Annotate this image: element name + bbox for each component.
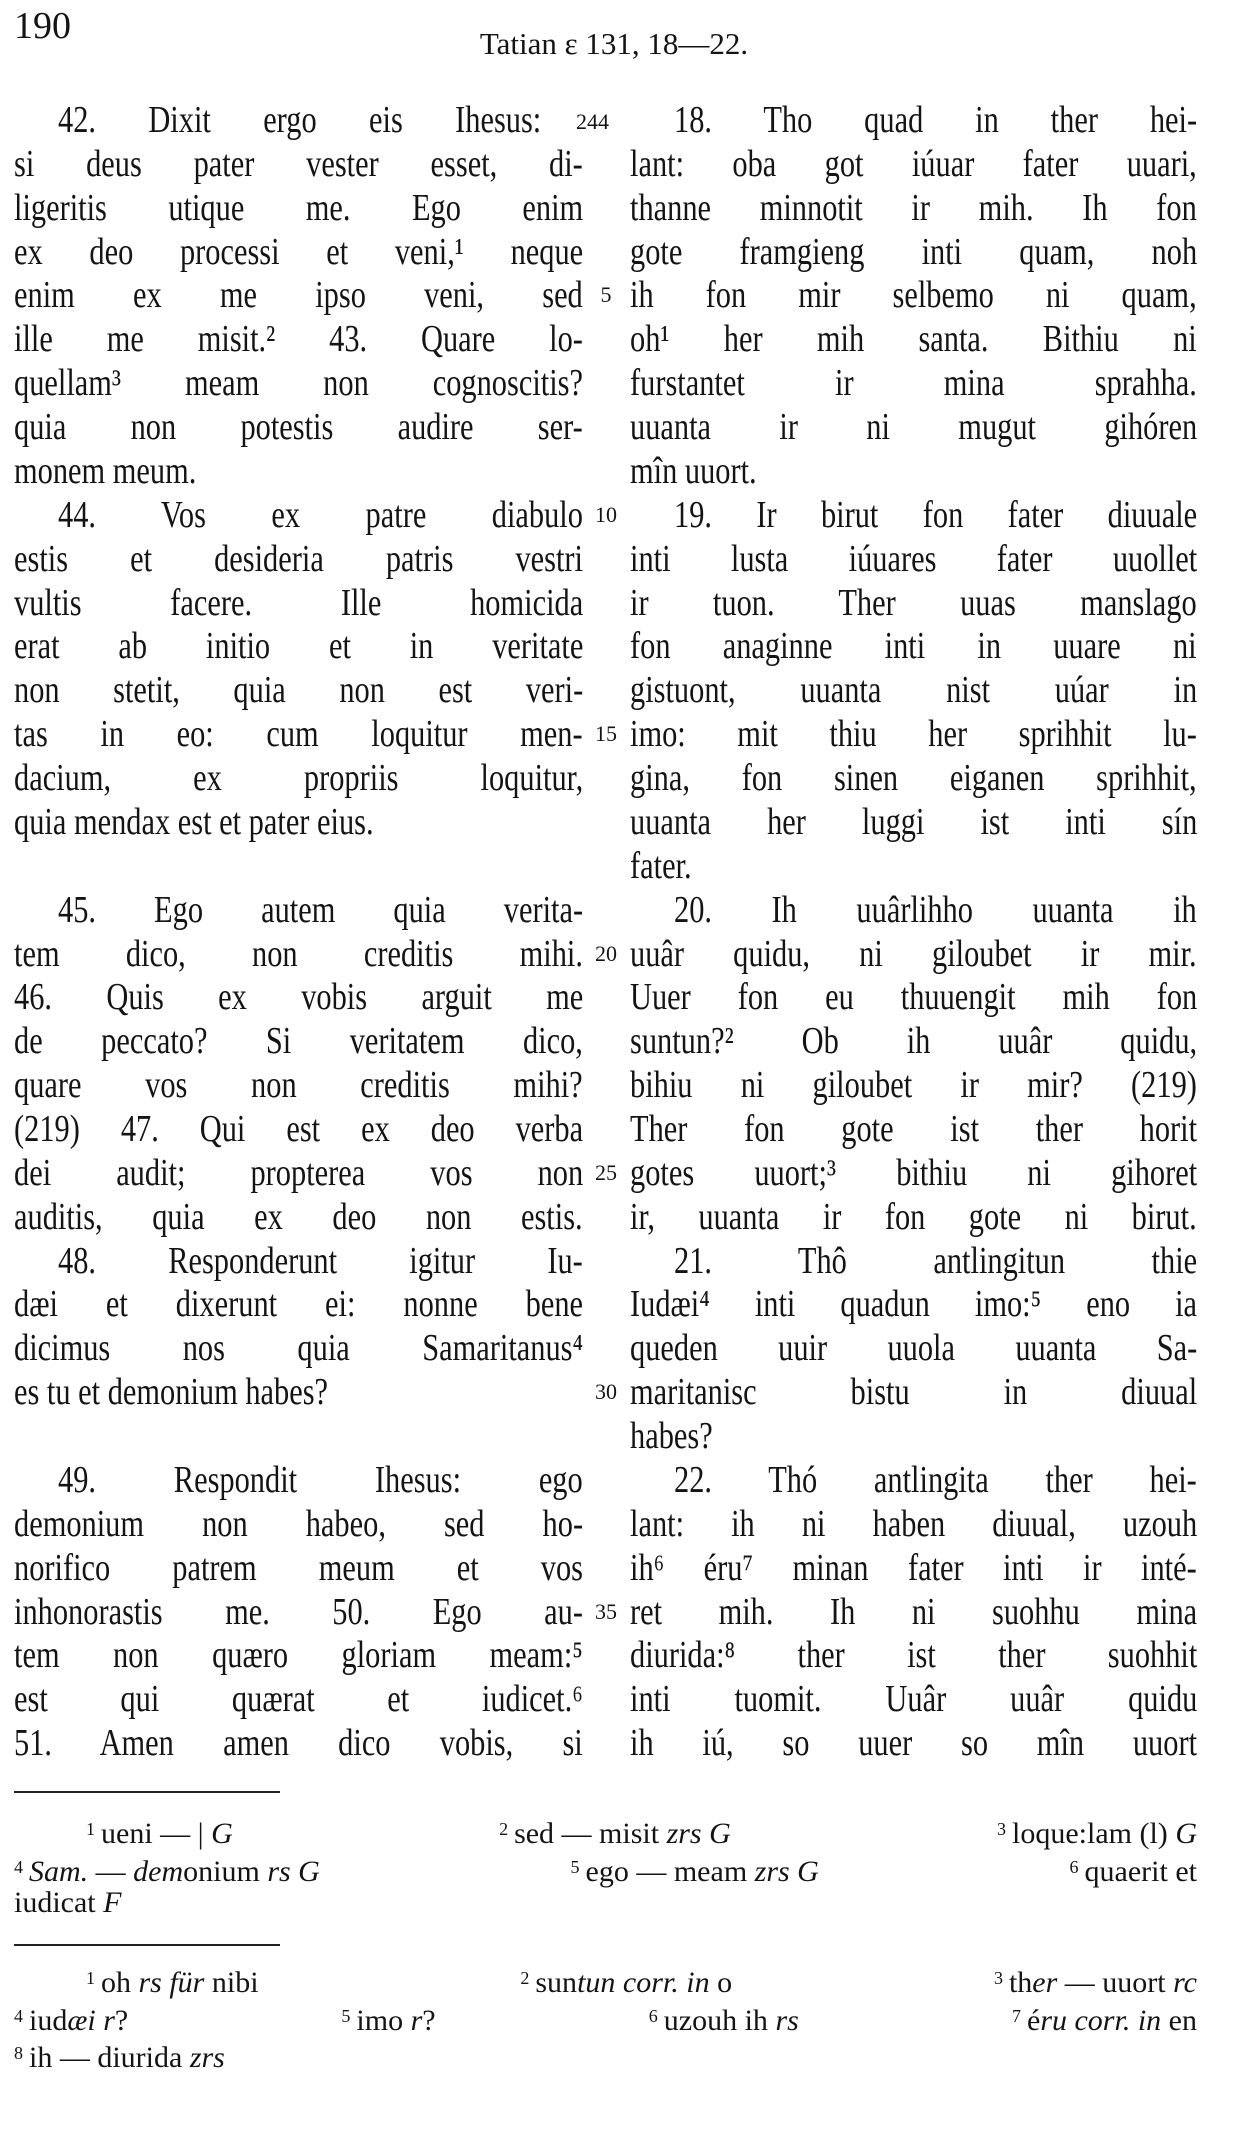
footnote-siglum: zrs G bbox=[666, 1817, 731, 1850]
line-text: Iudæi⁴ inti quadun imo:⁵ eno ia bbox=[630, 1283, 1198, 1326]
line-text: estis et desideria patris vestri bbox=[14, 537, 583, 580]
line-text: ir tuon. Ther uuas manslago bbox=[630, 581, 1197, 624]
german-text-line bbox=[630, 1633, 1197, 1677]
german-text-line bbox=[630, 230, 1197, 274]
footnote bbox=[520, 1959, 732, 1997]
line-text: furstantet ir mina sprahha. bbox=[630, 362, 1197, 405]
line-text: gotes uuort;³ bithiu ni gihoret bbox=[630, 1151, 1198, 1194]
line-text: dæi et dixerunt ei: nonne bene bbox=[14, 1283, 584, 1326]
line-text: 21. Thô antlingitun thie bbox=[674, 1239, 1198, 1282]
latin-text-line bbox=[14, 1370, 583, 1414]
line-text: ir, uuanta ir fon gote ni birut. bbox=[630, 1195, 1197, 1238]
footnote-siglum: r bbox=[410, 2004, 423, 2037]
footnote-text: iud bbox=[29, 2004, 68, 2037]
line-text: enim ex me ipso veni, sed bbox=[14, 274, 583, 317]
german-text-line bbox=[630, 712, 1197, 756]
footnote-siglum: æi bbox=[67, 2004, 96, 2037]
footnote-marker: 5 bbox=[341, 2006, 351, 2026]
footnote-marker: 2 bbox=[499, 1819, 509, 1839]
line-text: vultis facere. Ille homicida bbox=[14, 581, 584, 624]
german-text-line bbox=[630, 1502, 1197, 1546]
footnote-text: ego — meam bbox=[585, 1855, 755, 1888]
footnote-text bbox=[615, 1966, 623, 1999]
footnote-siglum: rc bbox=[1173, 1966, 1197, 1999]
german-text-line bbox=[630, 844, 1197, 888]
line-text: es tu et demonium habes? bbox=[14, 1371, 329, 1414]
german-text-line bbox=[674, 98, 1197, 142]
line-number: 20 bbox=[595, 940, 617, 966]
footnote-marker: 2 bbox=[520, 1968, 530, 1988]
latin-text-line bbox=[14, 1677, 583, 1721]
latin-text-line bbox=[14, 537, 583, 581]
line-text: Ther fon gote ist ther horit bbox=[630, 1108, 1198, 1150]
line-number: 5 bbox=[600, 282, 612, 308]
line-number: 25 bbox=[595, 1159, 617, 1185]
line-text: suntun?² Ob ih uuâr quidu, bbox=[630, 1020, 1198, 1063]
footnote-text: loque:lam (l) bbox=[1012, 1817, 1176, 1850]
line-text: dicimus nos quia Samaritanus⁴ bbox=[14, 1327, 584, 1370]
german-text-line bbox=[630, 405, 1197, 449]
line-text: tem non quæro gloriam meam:⁵ bbox=[14, 1634, 583, 1677]
german-text-line bbox=[630, 1414, 1197, 1458]
line-text: Uuer fon eu thuuengit mih fon bbox=[630, 976, 1198, 1019]
latin-text-line bbox=[14, 1063, 583, 1107]
line-text: tas in eo: cum loquitur men- bbox=[14, 713, 583, 756]
german-text-line bbox=[630, 1677, 1197, 1721]
footnote-text: — uuort bbox=[1057, 1966, 1174, 1999]
line-text: diurida:⁸ ther ist ther suohhit bbox=[630, 1634, 1198, 1677]
german-text-line bbox=[674, 1239, 1197, 1283]
footnote-marker: 4 bbox=[14, 1857, 23, 1877]
line-text: auditis, quia ex deo non estis. bbox=[14, 1195, 583, 1238]
footnote-marker: 5 bbox=[570, 1857, 580, 1877]
line-text: erat ab initio et in veritate bbox=[14, 625, 584, 668]
footnote bbox=[14, 2034, 225, 2072]
footnote bbox=[14, 1997, 128, 2035]
footnote-marker: 4 bbox=[14, 2006, 23, 2026]
line-text: fater. bbox=[630, 844, 692, 887]
footnote bbox=[997, 1810, 1197, 1848]
latin-text-line bbox=[14, 975, 583, 1019]
latin-text-line bbox=[14, 317, 583, 361]
footnote bbox=[341, 1997, 435, 2035]
line-text: dei audit; propterea vos non bbox=[14, 1151, 584, 1194]
line-text: maritanisc bistu in diuual bbox=[630, 1371, 1198, 1414]
line-text: si deus pater vester esset, di- bbox=[14, 142, 583, 185]
line-text: uuâr quidu, ni giloubet ir mir. bbox=[630, 932, 1197, 975]
line-number: 30 bbox=[595, 1379, 617, 1405]
line-text: ih iú, so uuer so mîn uuort bbox=[630, 1722, 1198, 1765]
line-text: 51. Amen amen dico vobis, si bbox=[14, 1722, 583, 1765]
footnote-text: sun bbox=[535, 1966, 578, 1999]
footnote-siglum: zrs bbox=[189, 2041, 225, 2074]
line-text: ille me misit.² 43. Quare lo- bbox=[14, 318, 583, 361]
footnote-rule-latin bbox=[14, 1791, 280, 1793]
german-text-line bbox=[630, 537, 1197, 581]
latin-text-line bbox=[14, 449, 583, 493]
latin-text-line bbox=[58, 98, 541, 142]
footnote-text: onium bbox=[183, 1855, 268, 1888]
german-text-line bbox=[630, 1721, 1197, 1765]
footnote-text: — bbox=[88, 1855, 134, 1888]
margin-reference: 244 bbox=[576, 109, 609, 134]
latin-text-line bbox=[14, 142, 583, 186]
footnote bbox=[1012, 1997, 1197, 2035]
german-text-line bbox=[630, 1019, 1197, 1063]
line-text: lant: ih ni haben diuual, uzouh bbox=[630, 1502, 1198, 1545]
footnote-text: nibi bbox=[204, 1966, 259, 1999]
footnote-siglum: rs G bbox=[267, 1855, 320, 1888]
footnote-marker: 6 bbox=[1069, 1857, 1079, 1877]
footnote-text: th bbox=[1008, 1966, 1033, 1999]
line-text: 42. Dixit ergo eis Ihesus: bbox=[58, 99, 542, 141]
line-text: 48. Responderunt igitur Iu- bbox=[58, 1239, 583, 1282]
latin-text-line bbox=[14, 1151, 583, 1195]
line-text: mîn uuort. bbox=[630, 449, 757, 492]
line-text: (219) 47. Qui est ex deo verba bbox=[14, 1108, 584, 1150]
german-text-line bbox=[630, 1063, 1197, 1107]
footnote-siglum: r bbox=[103, 2004, 115, 2037]
german-text-line bbox=[630, 800, 1197, 844]
german-text-line bbox=[630, 1151, 1197, 1195]
german-text-line bbox=[674, 493, 1197, 537]
footnote-text: quaerit et bbox=[1084, 1855, 1197, 1888]
latin-text-line bbox=[58, 493, 583, 537]
latin-text-line bbox=[14, 668, 583, 712]
latin-text-line bbox=[14, 1590, 583, 1634]
latin-text-line bbox=[14, 1546, 583, 1590]
line-text: oh¹ her mih santa. Bithiu ni bbox=[630, 318, 1197, 361]
footnote bbox=[571, 1848, 819, 1886]
latin-text-line bbox=[14, 1019, 583, 1063]
line-text: demonium non habeo, sed ho- bbox=[14, 1502, 584, 1545]
german-text-line bbox=[630, 975, 1197, 1019]
line-text: thanne minnotit ir mih. Ih fon bbox=[630, 186, 1197, 229]
footnote-marker: 6 bbox=[648, 2006, 658, 2026]
german-text-line bbox=[630, 361, 1197, 405]
line-text: gistuont, uuanta nist uúar in bbox=[630, 669, 1198, 712]
footnote-text: uzouh ih bbox=[663, 2004, 776, 2037]
latin-text-line bbox=[14, 273, 583, 317]
footnote-line bbox=[14, 1884, 1197, 1922]
german-text-line bbox=[630, 1370, 1197, 1414]
line-text: fon anaginne inti in uuare ni bbox=[630, 625, 1197, 668]
footnote-siglum: ru corr. in bbox=[1040, 2004, 1162, 2037]
line-text: inhonorastis me. 50. Ego au- bbox=[14, 1590, 583, 1633]
footnote-siglum: zrs G bbox=[754, 1855, 819, 1888]
line-text: uuanta her luggi ist inti sín bbox=[630, 800, 1198, 843]
latin-text-line bbox=[14, 712, 583, 756]
footnote-text: sed — misit bbox=[514, 1817, 667, 1850]
footnote-line bbox=[14, 1997, 1197, 2035]
german-text-line bbox=[630, 668, 1197, 712]
line-text: 49. Respondit Ihesus: ego bbox=[58, 1458, 583, 1501]
footnote-text: ueni — | bbox=[101, 1817, 212, 1850]
german-text-line bbox=[630, 273, 1197, 317]
line-text: 44. Vos ex patre diabulo bbox=[58, 493, 583, 536]
footnote-siglum: corr. in bbox=[622, 1966, 710, 1999]
line-text: lant: oba got iúuar fater uuari, bbox=[630, 142, 1197, 185]
footnote-text: ? bbox=[114, 2004, 129, 2037]
latin-text-line bbox=[58, 1239, 583, 1283]
footnote-marker: 8 bbox=[14, 2043, 23, 2063]
line-text: 46. Quis ex vobis arguit me bbox=[14, 976, 584, 1019]
line-text: habes? bbox=[630, 1415, 713, 1458]
page-number: 190 bbox=[14, 5, 71, 47]
line-text: ret mih. Ih ni suohhu mina bbox=[630, 1590, 1198, 1633]
latin-text-line bbox=[14, 581, 583, 625]
footnote bbox=[14, 1848, 320, 1886]
line-text: 22. Thó antlingita ther hei- bbox=[674, 1458, 1197, 1501]
latin-text-line bbox=[14, 932, 583, 976]
line-text: norifico patrem meum et vos bbox=[14, 1546, 583, 1589]
line-number: 35 bbox=[595, 1598, 617, 1624]
line-text: ih fon mir selbemo ni quam, bbox=[630, 274, 1197, 317]
footnote-siglum: G bbox=[211, 1817, 233, 1850]
latin-text-line bbox=[14, 800, 583, 844]
footnote-text: iudicat bbox=[14, 1886, 104, 1919]
german-text-line bbox=[630, 932, 1197, 976]
footnote-text: é bbox=[1026, 2004, 1041, 2037]
german-text-line bbox=[630, 186, 1197, 230]
footnote-siglum: G bbox=[1175, 1817, 1197, 1850]
footnote-line bbox=[14, 1848, 1197, 1886]
line-text: uuanta ir ni mugut gihóren bbox=[630, 406, 1198, 449]
footnote-siglum: Sam. bbox=[29, 1855, 89, 1888]
line-text: quia mendax est et pater eius. bbox=[14, 800, 374, 843]
latin-text-line bbox=[58, 1458, 583, 1502]
footnote-line bbox=[14, 1810, 1197, 1848]
footnote-text: o bbox=[709, 1966, 733, 1999]
footnote-line bbox=[14, 1959, 1197, 1997]
footnote bbox=[1070, 1848, 1197, 1886]
footnote-text: ? bbox=[422, 2004, 436, 2037]
footnote-siglum: tun bbox=[577, 1966, 616, 1999]
german-text-line bbox=[630, 1546, 1197, 1590]
german-text-line bbox=[630, 1195, 1197, 1239]
german-text-line bbox=[630, 1107, 1197, 1151]
footnote bbox=[994, 1959, 1197, 1997]
german-text-line bbox=[674, 1458, 1197, 1502]
footnote-siglum: er bbox=[1032, 1966, 1058, 1999]
german-text-line bbox=[674, 888, 1197, 932]
line-text: ligeritis utique me. Ego enim bbox=[14, 186, 584, 229]
line-text: dacium, ex propriis loquitur, bbox=[14, 757, 584, 800]
line-text: 45. Ego autem quia verita- bbox=[58, 888, 584, 931]
line-text: quare vos non creditis mihi? bbox=[14, 1064, 583, 1107]
line-text: quellam³ meam non cognoscitis? bbox=[14, 362, 583, 405]
line-text: queden uuir uuola uuanta Sa- bbox=[630, 1327, 1198, 1370]
latin-text-line bbox=[14, 186, 583, 230]
footnote-siglum: dem bbox=[133, 1855, 184, 1888]
german-text-line bbox=[630, 449, 1197, 493]
latin-text-line bbox=[58, 888, 583, 932]
german-text-line bbox=[630, 317, 1197, 361]
footnote bbox=[86, 1810, 233, 1848]
line-text: monem meum. bbox=[14, 449, 197, 492]
footnote-siglum: F bbox=[103, 1886, 122, 1919]
line-text: inti lusta iúuares fater uuollet bbox=[630, 537, 1198, 580]
running-head: Tatian ε 131, 18—22. bbox=[479, 26, 749, 61]
latin-text-line bbox=[14, 1326, 583, 1370]
latin-text-line bbox=[14, 405, 583, 449]
line-text: de peccato? Si veritatem dico, bbox=[14, 1020, 583, 1063]
footnote-text: imo bbox=[356, 2004, 411, 2037]
footnote-marker: 1 bbox=[86, 1819, 95, 1839]
footnote bbox=[499, 1810, 731, 1848]
footnote-siglum: rs bbox=[775, 2004, 799, 2037]
latin-text-line bbox=[14, 1633, 583, 1677]
footnote-text: ih — diurida bbox=[29, 2041, 190, 2074]
german-text-line bbox=[630, 1326, 1197, 1370]
footnote-rule-german bbox=[14, 1944, 280, 1946]
latin-text-line bbox=[14, 361, 583, 405]
line-text: ih⁶ éru⁷ minan fater inti ir inté- bbox=[630, 1546, 1197, 1589]
footnote-marker: 1 bbox=[86, 1968, 95, 1988]
footnote bbox=[649, 1997, 799, 2035]
line-text: ex deo processi et veni,¹ neque bbox=[14, 230, 584, 273]
line-text: inti tuomit. Uuâr uuâr quidu bbox=[630, 1678, 1198, 1721]
latin-text-line bbox=[14, 756, 583, 800]
line-text: tem dico, non creditis mihi. bbox=[14, 932, 583, 975]
latin-text-line bbox=[14, 1721, 583, 1765]
german-text-line bbox=[630, 756, 1197, 800]
line-text: est qui quærat et iudicet.⁶ bbox=[14, 1678, 583, 1721]
german-text-line bbox=[630, 142, 1197, 186]
footnote-siglum: rs für bbox=[138, 1966, 205, 1999]
latin-text-line bbox=[14, 624, 583, 668]
german-text-line bbox=[630, 1282, 1197, 1326]
footnote bbox=[86, 1959, 259, 1997]
line-number: 10 bbox=[595, 501, 617, 527]
footnote-line bbox=[14, 2034, 1197, 2072]
german-text-line bbox=[630, 1590, 1197, 1634]
line-number: 15 bbox=[595, 721, 617, 747]
line-text: 20. Ih uuârlihho uuanta ih bbox=[674, 888, 1197, 931]
latin-text-line bbox=[14, 1195, 583, 1239]
latin-text-line bbox=[14, 230, 583, 274]
line-text: quia non potestis audire ser- bbox=[14, 406, 583, 449]
line-text: non stetit, quia non est veri- bbox=[14, 669, 584, 712]
line-text: gina, fon sinen eiganen sprihhit, bbox=[630, 757, 1197, 800]
line-text: gote framgieng inti quam, noh bbox=[630, 230, 1198, 273]
latin-text-line bbox=[14, 1282, 583, 1326]
line-text: 19. Ir birut fon fater diuuale bbox=[674, 493, 1198, 536]
latin-text-line bbox=[14, 1502, 583, 1546]
footnote-marker: 3 bbox=[997, 1819, 1007, 1839]
footnote-marker: 7 bbox=[1011, 2006, 1021, 2026]
footnote bbox=[14, 1884, 121, 1922]
german-text-line bbox=[630, 581, 1197, 625]
line-text: bihiu ni giloubet ir mir? (219) bbox=[630, 1064, 1197, 1107]
line-text: imo: mit thiu her sprihhit lu- bbox=[630, 713, 1197, 756]
footnote-text: oh bbox=[101, 1966, 139, 1999]
latin-text-line bbox=[14, 1107, 583, 1151]
german-text-line bbox=[630, 624, 1197, 668]
line-text: 18. Tho quad in ther hei- bbox=[674, 99, 1198, 141]
footnote-marker: 3 bbox=[993, 1968, 1003, 1988]
footnote-text: en bbox=[1161, 2004, 1197, 2037]
